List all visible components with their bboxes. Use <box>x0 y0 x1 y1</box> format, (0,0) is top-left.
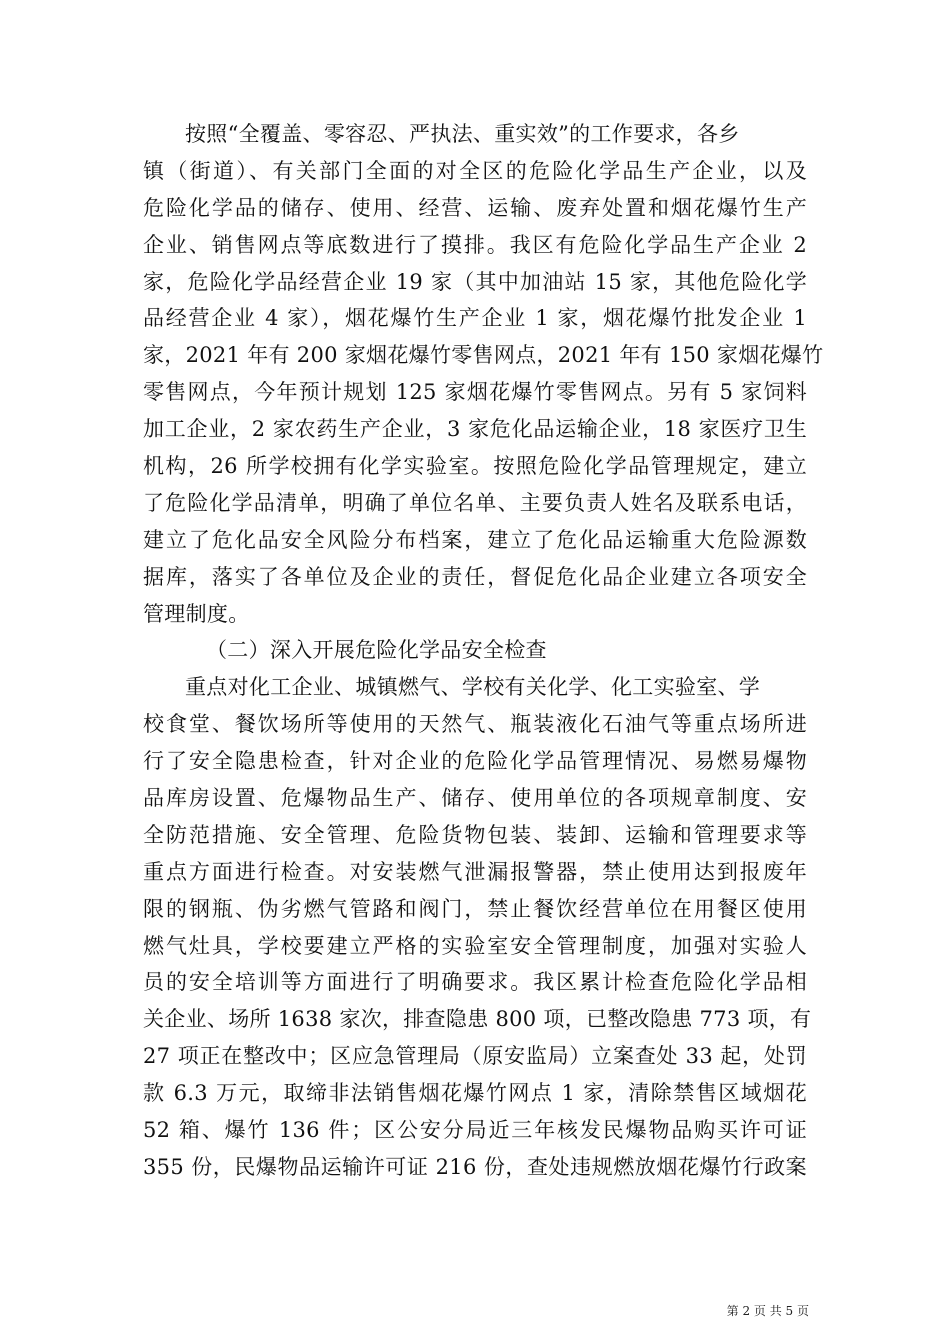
paragraph-line: 零售网点，今年预计规划 125 家烟花爆竹零售网点。另有 5 家饲料 <box>143 380 807 405</box>
paragraph-line: 52 箱、爆竹 136 件；区公安分局近三年核发民爆物品购买许可证 <box>143 1118 807 1143</box>
paragraph-line: 危险化学品的储存、使用、经营、运输、废弃处置和烟花爆竹生产 <box>143 195 807 220</box>
paragraph-line: 管理制度。 <box>143 601 250 626</box>
paragraph-line: 家，2021 年有 200 家烟花爆竹零售网点，2021 年有 150 家烟花爆竹 <box>143 343 824 368</box>
paragraph-line: 企业、销售网点等底数进行了摸排。我区有危险化学品生产企业 2 <box>143 232 807 257</box>
paragraph-line: 355 份，民爆物品运输许可证 216 份，查处违规燃放烟花爆竹行政案 <box>143 1154 807 1179</box>
paragraph-line: 机构，26 所学校拥有化学实验室。按照危险化学品管理规定，建立 <box>143 454 807 479</box>
section-heading: （二）深入开展危险化学品安全检查 <box>206 638 547 663</box>
paragraph-line: 品库房设置、危爆物品生产、储存、使用单位的各项规章制度、安 <box>143 786 807 811</box>
paragraph-line: 款 6.3 万元，取缔非法销售烟花爆竹网点 1 家，清除禁售区域烟花 <box>143 1081 807 1106</box>
paragraph-line: 品经营企业 4 家），烟花爆竹生产企业 1 家，烟花爆竹批发企业 1 <box>143 306 807 331</box>
paragraph-line: 全防范措施、安全管理、危险货物包装、装卸、运输和管理要求等 <box>143 822 807 847</box>
paragraph-line: 建立了危化品安全风险分布档案，建立了危化品运输重大危险源数 <box>143 527 807 552</box>
paragraph-line: 镇（街道）、有关部门全面的对全区的危险化学品生产企业，以及 <box>143 158 807 183</box>
paragraph-line: 限的钢瓶、伪劣燃气管路和阀门，禁止餐饮经营单位在用餐区使用 <box>143 896 807 921</box>
paragraph-line: 加工企业，2 家农药生产企业，3 家危化品运输企业，18 家医疗卫生 <box>143 417 807 442</box>
paragraph-line: 员的安全培训等方面进行了明确要求。我区累计检查危险化学品相 <box>143 970 807 995</box>
paragraph-line: 27 项正在整改中；区应急管理局（原安监局）立案查处 33 起，处罚 <box>143 1044 807 1069</box>
paragraph-line: 校食堂、餐饮场所等使用的天然气、瓶装液化石油气等重点场所进 <box>143 712 807 737</box>
paragraph-line: 按照“全覆盖、零容忍、严执法、重实效”的工作要求，各乡 <box>185 122 740 146</box>
paragraph-line: 燃气灶具，学校要建立严格的实验室安全管理制度，加强对实验人 <box>143 933 807 958</box>
paragraph-line: 关企业、场所 1638 家次，排查隐患 800 项，已整改隐患 773 项，有 <box>143 1007 812 1032</box>
page-number: 第 2 页 共 5 页 <box>726 1304 809 1318</box>
paragraph-line: 家，危险化学品经营企业 19 家（其中加油站 15 家，其他危险化学 <box>143 269 807 294</box>
paragraph-line: 行了安全隐患检查，针对企业的危险化学品管理情况、易燃易爆物 <box>143 749 807 774</box>
paragraph-line: 重点方面进行检查。对安装燃气泄漏报警器，禁止使用达到报废年 <box>143 859 807 884</box>
document-body <box>143 116 824 1186</box>
paragraph-line: 重点对化工企业、城镇燃气、学校有关化学、化工实验室、学 <box>185 675 761 700</box>
paragraph-line: 了危险化学品清单，明确了单位名单、主要负责人姓名及联系电话， <box>143 490 807 515</box>
paragraph-line: 据库，落实了各单位及企业的责任，督促危化品企业建立各项安全 <box>143 564 807 589</box>
